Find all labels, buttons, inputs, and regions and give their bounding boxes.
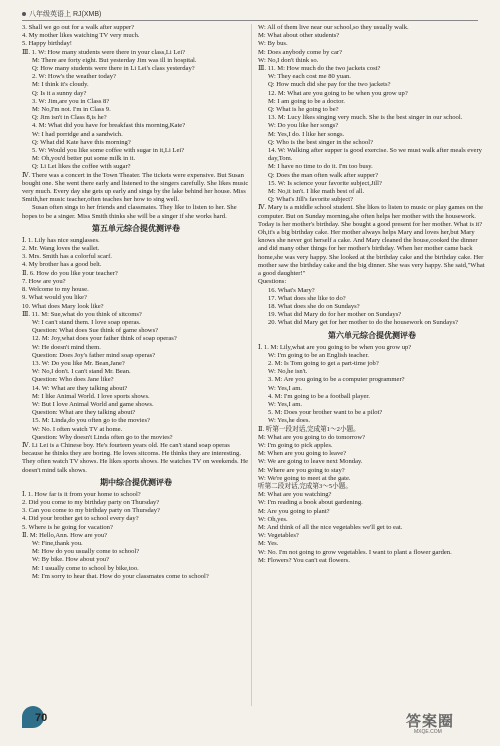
text-line: M: When are you going to leave? bbox=[258, 450, 347, 458]
text-line: 12. M: Joy,what does your father think of soap operas? bbox=[32, 335, 177, 343]
text-line: Q: What's Jill's favorite subject? bbox=[268, 196, 354, 204]
text-line: M: Yes. bbox=[258, 540, 279, 548]
text-line: 4. My mother likes watching TV very much. bbox=[22, 32, 140, 40]
text-line: 14. W: Walking after supper is good exercise. So we must walk after meals every day,Tom. bbox=[268, 147, 482, 163]
text-line: 5. M: Does your brother want to be a pilot? bbox=[268, 409, 383, 417]
text-line: M: I think it's cloudy. bbox=[32, 81, 89, 89]
text-line: W: They each cost me 80 yuan. bbox=[268, 73, 351, 81]
text-line: M: I have no time to do it. I'm too busy. bbox=[268, 163, 373, 171]
text-line: W: All of them live near our school,so they usually walk. bbox=[258, 24, 409, 31]
text-line: 4. Did your brother get to school every day? bbox=[22, 515, 139, 523]
text-line: Ⅰ. 1. Lily has nice sunglasses. bbox=[22, 236, 100, 244]
text-line: M: And think of all the nice vegetables we'll get to eat. bbox=[258, 523, 403, 531]
text-line: 2. W: How's the weather today? bbox=[32, 73, 116, 81]
text-line: 3. M: Are you going to be a computer programmer? bbox=[268, 376, 405, 384]
text-line: 5. W: Would you like some coffee with sugar in it,Li Lei? bbox=[32, 147, 185, 155]
text-line: W: I'm reading a book about gardening. bbox=[258, 499, 363, 507]
text-line: 3. Mrs. Smith has a colorful scarf. bbox=[22, 253, 112, 261]
page-number-badge bbox=[22, 706, 62, 732]
text-line: Ⅱ. 听第一段对话,完成第1～2小题。 bbox=[258, 425, 360, 433]
text-line: W: Oh,yes. bbox=[258, 515, 288, 523]
left-column bbox=[22, 24, 250, 581]
text-line: W: No,he isn't. bbox=[268, 368, 308, 376]
text-line: W: I'm going to pick apples. bbox=[258, 441, 333, 449]
text-line: Question: What are they talking about? bbox=[32, 409, 136, 417]
text-line: 20. What did Mary get for her mother to do the housework on Sundays? bbox=[268, 319, 458, 327]
text-line: Ⅳ. Mary is a middle school student. She likes to listen to music or play games on the computer. But on Sunday morning,she often helps her mother with the housework. Today is her mother's birthday. She bought a good present for her mother. What is it? Oh,it's a big birthday cake. Her mother always helps Mary and loves her,but Mary knows she never got herself a cake. And Mary cleaned the house,cooked the dinner and did many other things for her mother's birthday. When her mother came back home,she was very happy. She looked at the birthday cake and the birthday cake. Her mother saw the birthday cake and the big dinner. She was very happy. She said,"What a good daughter!" bbox=[258, 204, 485, 278]
text-line: W: We are going to leave next Monday. bbox=[258, 458, 363, 466]
text-line: 2. Mr. Wang loves the wallet. bbox=[22, 245, 100, 253]
text-line: 4. M: What did you have for breakfast this morning,Kate? bbox=[32, 122, 186, 130]
text-line: Q: Is it a sunny day? bbox=[32, 89, 87, 97]
column-divider bbox=[251, 24, 252, 706]
bullet-icon bbox=[22, 12, 26, 16]
text-line: 19. What did Mary do for her mother on Sundays? bbox=[268, 311, 402, 319]
right-column bbox=[258, 24, 486, 565]
section-heading: 期中综合提优测评卷 bbox=[100, 477, 172, 487]
header-rule bbox=[22, 20, 478, 21]
text-line: W: By bus. bbox=[258, 40, 288, 48]
text-line: M: No,I'm not. I'm in Class 9. bbox=[32, 106, 111, 114]
text-line: 2. M: Is Tom going to get a part-time job? bbox=[268, 359, 379, 367]
watermark-url: MXQE.COM bbox=[414, 729, 442, 735]
text-line: 13. M: Lucy likes singing very much. She is the best singer in our school. bbox=[268, 114, 463, 122]
text-line: Q: Who is the best singer in the school? bbox=[268, 138, 373, 146]
text-line: Ⅰ. 1. How far is it from your home to school? bbox=[22, 490, 141, 498]
text-line: M: Yes,I do. I like her songs. bbox=[268, 130, 345, 138]
text-line: W: I had porridge and a sandwich. bbox=[32, 130, 123, 138]
text-line: 16. What's Mary? bbox=[268, 286, 315, 294]
text-line: W: No,I don't. I can't stand Mr. Bean. bbox=[32, 368, 131, 376]
watermark bbox=[406, 710, 484, 736]
text-line: Questions: bbox=[258, 278, 287, 286]
text-line: W: I can't stand them. I love soap operas. bbox=[32, 318, 141, 326]
text-line: W: Do you like her songs? bbox=[268, 122, 339, 130]
text-line: M: Oh,you'd better put some milk in it. bbox=[32, 155, 136, 163]
text-line: M: How do you usually come to school? bbox=[32, 548, 140, 556]
text-line: M: What are you watching? bbox=[258, 491, 332, 499]
text-line: Q: Li Lei likes the coffee with sugar? bbox=[32, 163, 131, 171]
text-line: M: No,it isn't. I like math best of all. bbox=[268, 188, 365, 196]
text-line: M: There are forty eight. But yesterday Jim was ill in hospital. bbox=[32, 56, 197, 64]
text-line: M: Where are you going to stay? bbox=[258, 466, 345, 474]
page-header bbox=[22, 9, 101, 19]
text-line: M: I usually come to school by bike,too. bbox=[32, 564, 139, 572]
text-line: Ⅲ. 1. W: How many students were there in your class,Li Lei? bbox=[22, 48, 186, 56]
text-line: Question: What does Sue think of game shows? bbox=[32, 327, 159, 335]
text-line: Q: How many students were there in Li Lei's class yesterday? bbox=[32, 65, 195, 73]
text-line: Q: Jim isn't in Class 8,is he? bbox=[32, 114, 107, 122]
text-line: 9. What would you like? bbox=[22, 294, 87, 302]
text-line: 15. M: Linda,do you often go to the movies? bbox=[32, 417, 150, 425]
text-line: 听第二段对话,完成第3～5小题。 bbox=[258, 482, 352, 490]
text-line: Q: What did Kate have this morning? bbox=[32, 138, 131, 146]
text-line: W: No. I'm not going to grow vegetables. I want to plant a flower garden. bbox=[258, 548, 452, 556]
text-line: W: No. I often watch TV at home. bbox=[32, 425, 123, 433]
text-line: Q: What is he going to be? bbox=[268, 106, 339, 114]
text-line: W: No,I don't think so. bbox=[258, 56, 319, 64]
section-heading: 第五单元综合提优测评卷 bbox=[92, 223, 180, 233]
text-line: M: Are you going to plant? bbox=[258, 507, 330, 515]
text-line: M: Does anybody come by car? bbox=[258, 48, 343, 56]
text-line: Q: Does the man often walk after supper? bbox=[268, 171, 379, 179]
text-line: M: What are you going to do tomorrow? bbox=[258, 433, 366, 441]
section-heading: 第六单元综合提优测评卷 bbox=[328, 330, 416, 340]
text-line: 3. Can you come to my birthday party on Thursday? bbox=[22, 507, 160, 515]
text-line: Susan often sings to her friends and classmates. They like to listen to her. She hopes to be a singer. Miss Smith thinks she will be a singer if she works hard. bbox=[22, 204, 237, 220]
text-line: 4. M: I'm going to be a football player. bbox=[268, 392, 370, 400]
text-line: 4. My brother has a good belt. bbox=[22, 261, 102, 269]
text-line: 15. W: Is science your favorite subject,Jill? bbox=[268, 179, 382, 187]
text-line: Ⅱ. M: Hello,Ann. How are you? bbox=[22, 531, 108, 539]
text-line: Question: Does Joy's father mind soap operas? bbox=[32, 351, 156, 359]
text-line: Ⅰ. 1. M: Lily,what are you going to be when you grow up? bbox=[258, 343, 412, 351]
text-line: W: Vegetables? bbox=[258, 532, 299, 540]
text-line: Ⅳ. There was a concert in the Town Theater. The tickets were expensive. But Susan bought one. She went there early and listened to the singers carefully. She likes music very much. Every day she gets up early and sings by the lake behind her house. Miss Smith,her music teacher,often teaches her how to sing well. bbox=[22, 171, 249, 204]
text-line: Ⅱ. 6. How do you like your teacher? bbox=[22, 269, 118, 277]
text-line: 12. M: What are you going to be when you grow up? bbox=[268, 89, 408, 97]
text-line: 17. What does she like to do? bbox=[268, 294, 346, 302]
watermark-logo: 答案圈 bbox=[406, 712, 455, 730]
text-line: W: Yes,he does. bbox=[268, 417, 311, 425]
text-line: 13. W: Do you like Mr. Bean,Jane? bbox=[32, 359, 125, 367]
text-line: Question: Why doesn't Linda often go to the movies? bbox=[32, 433, 173, 441]
text-line: Ⅲ. 11. M: Sue,what do you think of sitcoms? bbox=[22, 310, 142, 318]
text-line: M: I am going to be a doctor. bbox=[268, 97, 345, 105]
text-line: 3. Shall we go out for a walk after supper? bbox=[22, 24, 135, 31]
text-line: 10. What does Mary look like? bbox=[22, 302, 104, 310]
text-line: 7. How are you? bbox=[22, 277, 66, 285]
text-line: 14. W: What are they talking about? bbox=[32, 384, 128, 392]
text-line: 5. Where is he going for vacation? bbox=[22, 523, 113, 531]
text-line: 8. Welcome to my house. bbox=[22, 286, 89, 294]
text-line: M: What about other students? bbox=[258, 32, 340, 40]
text-line: Question: Who does Jane like? bbox=[32, 376, 114, 384]
text-line: W: But I love Animal World and game shows. bbox=[32, 400, 154, 408]
text-line: M: I like Animal World. I love sports shows. bbox=[32, 392, 150, 400]
text-line: M: Flowers? You can't eat flowers. bbox=[258, 556, 350, 564]
text-line: Ⅲ. 11. M: How much do the two jackets cost? bbox=[258, 65, 381, 73]
text-line: Ⅳ. Li Lei is a Chinese boy. He's fourteen years old. He can't stand soap operas because he thinks they are boring. He loves sitcoms. He thinks they are interesting. They often watch TV shows. He likes sports shows. He watches TV on weekends. He doesn't mind talk shows. bbox=[22, 441, 249, 474]
text-line: M: I'm sorry to hear that. How do your classmates come to school? bbox=[32, 572, 209, 580]
text-line: Q: How much did she pay for the two jackets? bbox=[268, 81, 391, 89]
text-line: W: We're going to meet at the gate. bbox=[258, 474, 351, 482]
text-line: W: He doesn't mind them. bbox=[32, 343, 101, 351]
text-line: W: By bike. How about you? bbox=[32, 556, 110, 564]
text-line: W: Yes,I am. bbox=[268, 400, 303, 408]
header-title: 八年级英语上 RJ(XMB) bbox=[29, 11, 102, 18]
text-line: 3. W: Jim,are you in Class 8? bbox=[32, 97, 110, 105]
text-line: 18. What does she do on Sundays? bbox=[268, 302, 360, 310]
page-number: 70 bbox=[35, 712, 48, 724]
text-line: W: Fine,thank you. bbox=[32, 539, 83, 547]
text-line: 2. Did you come to my birthday party on Thursday? bbox=[22, 498, 160, 506]
text-line: W: Yes,I am. bbox=[268, 384, 303, 392]
text-line: 5. Happy birthday! bbox=[22, 40, 72, 48]
text-line: W: I'm going to be an English teacher. bbox=[268, 351, 369, 359]
